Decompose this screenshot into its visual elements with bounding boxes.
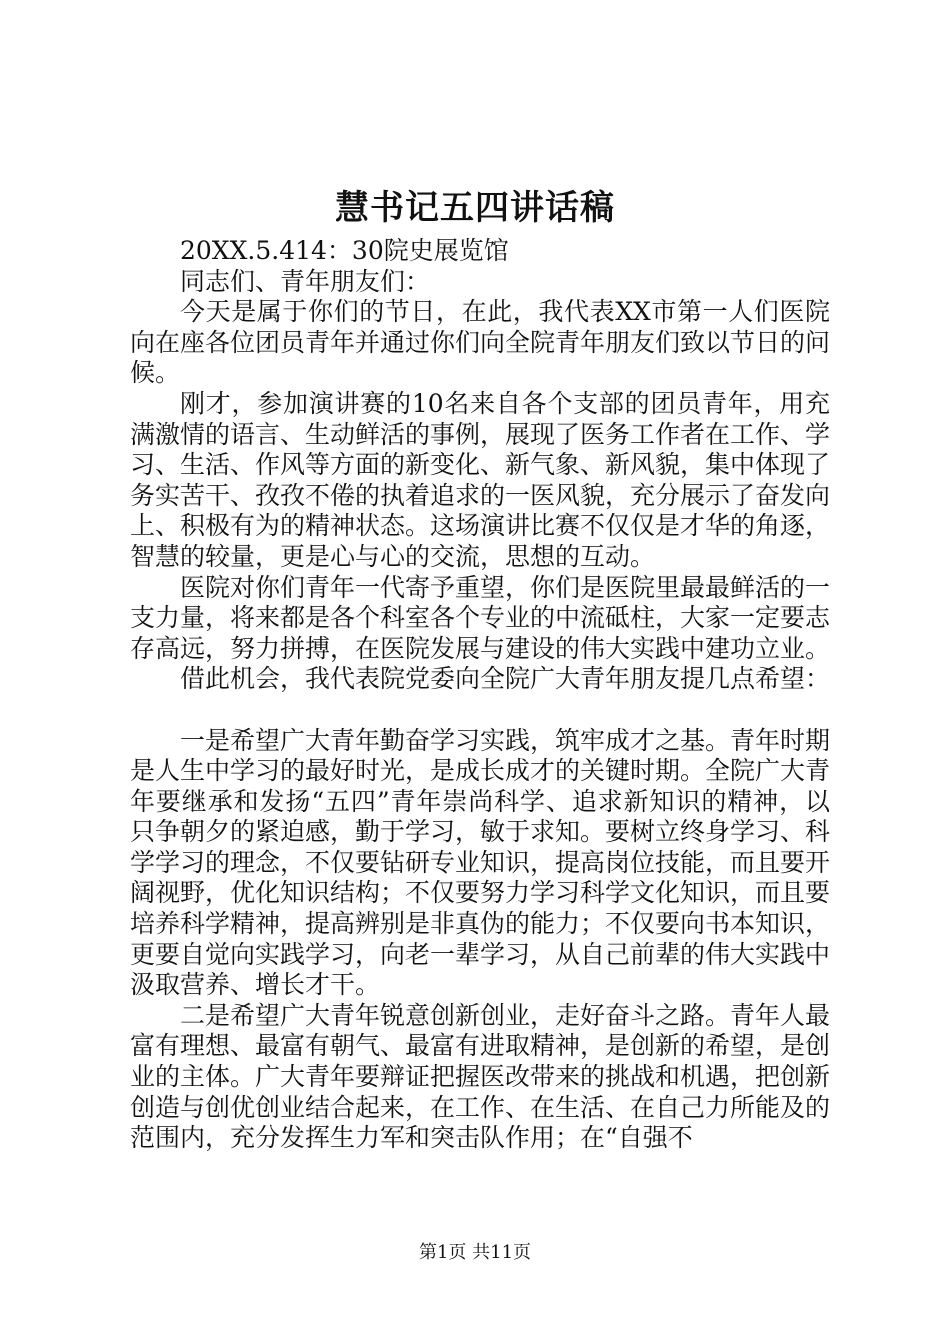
paragraph-greeting: 今天是属于你们的节日，在此，我代表XX市第一人们医院向在座各位团员青年并通过你们向全院青年朋友们致以节日的问候。	[130, 297, 831, 388]
date-location-line: 20XX.5.414：30院史展览馆	[180, 236, 509, 265]
paragraph-hope-one: 一是希望广大青年勤奋学习实践，筑牢成才之基。青年时期是人生中学习的最好时光，是成长成才的关键时期。全院广大青年要继承和发扬“五四”青年崇尚科学、追求新知识的精神，以只争朝夕的紧迫感，勤于学习，敏于求知。要树立终身学习、科学学习的理念，不仅要钻研专业知识，提高岗位技能，而且要开阔视野，优化知识结构；不仅要努力学习科学文化知识，而且要培养科学精神，提高辨别是非真伪的能力；不仅要向书本知识，更要自觉向实践学习，向老一辈学习，从自己前辈的伟大实践中汲取营养、增长才干。	[130, 725, 831, 1000]
paragraph-hope-two: 二是希望广大青年锐意创新创业，走好奋斗之路。青年人最富有理想、最富有朝气、最富有进取精神，是创新的希望，是创业的主体。广大青年要辩证把握医改带来的挑战和机遇，把创新创造与创优创业结合起来，在工作、在生活、在自己力所能及的范围内，充分发挥生力军和突击队作用；在“自强不	[130, 1000, 831, 1153]
document-title: 慧书记五四讲话稿	[335, 188, 615, 228]
page-number-footer: 第1页 共11页	[418, 1242, 532, 1263]
paragraph-expectations: 医院对你们青年一代寄予重望，你们是医院里最最鲜活的一支力量，将来都是各个科室各个专业的中流砥柱，大家一定要志存高远，努力拼搏，在医院发展与建设的伟大实践中建功立业。	[130, 572, 831, 663]
salutation: 同志们、青年朋友们：	[180, 266, 431, 296]
paragraph-hopes-intro: 借此机会，我代表院党委向全院广大青年朋友提几点希望：	[180, 664, 831, 694]
document-body	[130, 236, 830, 1154]
paragraph-speech-contest: 刚才，参加演讲赛的10名来自各个支部的团员青年，用充满激情的语言、生动鲜活的事例，展现了医务工作者在工作、学习、生活、作风等方面的新变化、新气象、新风貌，集中体现了务实苦干、孜孜不倦的执着追求的一医风貌，充分展示了奋发向上、积极有为的精神状态。这场演讲比赛不仅仅是才华的角逐，智慧的较量，更是心与心的交流，思想的互动。	[130, 388, 831, 571]
paragraph-spacer	[130, 695, 830, 726]
